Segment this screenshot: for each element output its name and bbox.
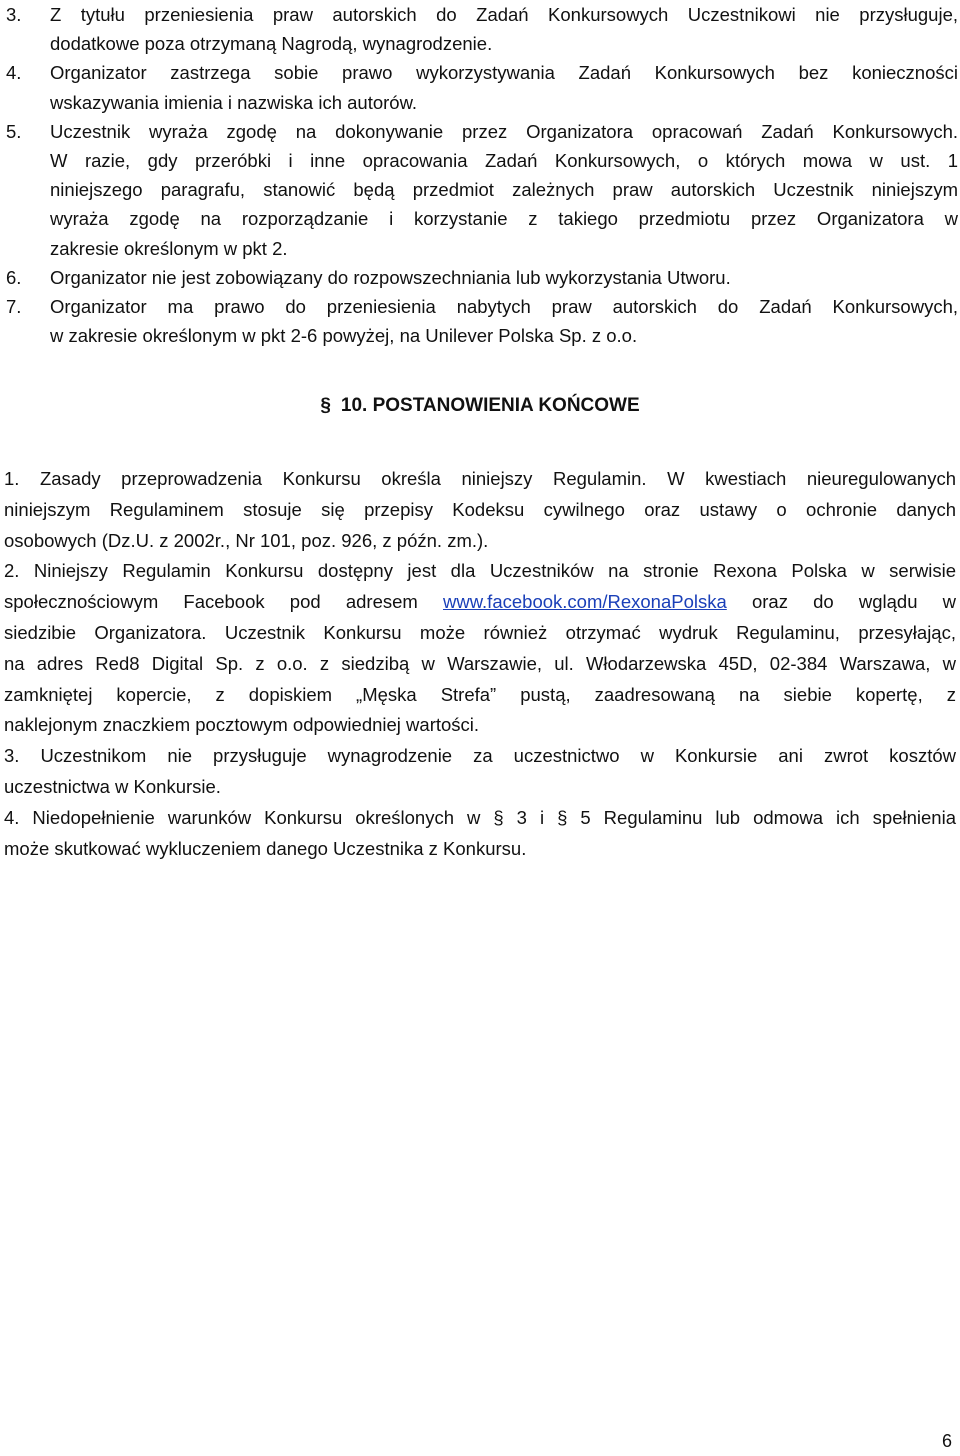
text-line: zamkniętej kopercie, z dopiskiem „Męska Strefa” pustą, zaadresowaną na siebie kopertę, z (4, 683, 956, 705)
text-line: w zakresie określonym w pkt 2-6 powyżej, na Unilever Polska Sp. z o.o. (50, 325, 638, 347)
text-line: może skutkować wykluczeniem danego Uczestnika z Konkursu. (4, 837, 527, 859)
list-item-text (50, 292, 958, 350)
numbered-list (6, 0, 958, 350)
list-item-text (50, 0, 958, 58)
text-line: 2. Niniejszy Regulamin Konkursu dostępny jest dla Uczestników na stronie Rexona Polska w serwisie (4, 560, 956, 582)
text-fragment: oraz do wglądu w (751, 591, 957, 613)
text-line: na adres Red8 Digital Sp. z o.o. z siedzibą w Warszawie, ul. Włodarzewska 45D, 02-384 Warszawa, w (4, 652, 956, 674)
list-item-number: 3. (6, 4, 22, 25)
text-line: 1. Zasady przeprowadzenia Konkursu określa niniejszy Regulamin. W kwestiach nieuregulowanych (4, 468, 956, 489)
paragraph (4, 741, 956, 803)
text-line: Organizator nie jest zobowiązany do rozpowszechniania lub wykorzystania Utworu. (50, 266, 731, 288)
list-item (6, 117, 958, 263)
facebook-link[interactable]: www.facebook.com/RexonaPolska (442, 591, 727, 613)
text-line: Organizator ma prawo do przeniesienia nabytych praw autorskich do Zadań Konkursowych, (50, 296, 958, 318)
text-line: naklejonym znaczkiem pocztowym odpowiedniej wartości. (4, 714, 480, 736)
section-heading (0, 392, 960, 420)
list-item-text (50, 58, 958, 116)
text-line: niniejszym Regulaminem stosuje się przepisy Kodeksu cywilnego oraz ustawy o ochronie danych (4, 498, 956, 520)
text-line: dodatkowe poza otrzymaną Nagrodą, wynagrodzenie. (50, 33, 493, 55)
list-item (6, 263, 958, 292)
list-item-number: 6. (6, 266, 22, 288)
text-line: wyraża zgodę na rozporządzanie i korzystanie z takiego przedmiotu przez Organizatora w (50, 208, 958, 230)
final-provisions (4, 464, 956, 864)
paragraph (4, 464, 956, 556)
list-item (6, 292, 958, 350)
list-item-number: 7. (6, 296, 22, 318)
section-title: 10. POSTANOWIENIA KOŃCOWE (340, 395, 640, 416)
text-line: wskazywania imienia i nazwiska ich autorów. (50, 91, 418, 113)
list-item-text (50, 117, 958, 263)
section-sign: § (320, 395, 331, 416)
paragraph (4, 556, 956, 741)
text-line: siedzibie Organizatora. Uczestnik Konkursu może również otrzymać wydruk Regulaminu, przesyłając, (4, 621, 956, 643)
text-line: Organizator zastrzega sobie prawo wykorzystywania Zadań Konkursowych bez konieczności (50, 62, 958, 84)
list-item (6, 58, 958, 116)
list-item-number: 4. (6, 62, 22, 84)
page-number: 6 (941, 1431, 952, 1451)
list-item (6, 0, 958, 58)
list-item-number: 5. (6, 120, 22, 142)
text-line: osobowych (Dz.U. z 2002r., Nr 101, poz. 926, z późn. zm.). (4, 529, 489, 551)
text-line-with-link (4, 587, 956, 618)
text-line: Z tytułu przeniesienia praw autorskich do Zadań Konkursowych Uczestnikowi nie przysługuje, (50, 4, 958, 25)
text-line: W razie, gdy przeróbki i inne opracowania Zadań Konkursowych, o których mowa w ust. 1 (50, 150, 958, 172)
text-line: Uczestnik wyraża zgodę na dokonywanie przez Organizatora opracowań Zadań Konkursowych. (50, 120, 958, 142)
paragraph (4, 803, 956, 865)
list-item-text (50, 263, 958, 292)
text-fragment: społecznościowym Facebook pod adresem (4, 591, 418, 613)
text-line: uczestnictwa w Konkursie. (4, 775, 221, 797)
text-line: 3. Uczestnikom nie przysługuje wynagrodzenie za uczestnictwo w Konkursie ani zwrot kosztów (4, 745, 956, 767)
text-line: niniejszego paragrafu, stanowić będą przedmiot zależnych praw autorskich Uczestnik niniejszym (50, 179, 958, 201)
text-line: zakresie określonym w pkt 2. (50, 237, 288, 259)
text-line: 4. Niedopełnienie warunków Konkursu określonych w § 3 i § 5 Regulaminu lub odmowa ich spełnienia (4, 806, 956, 828)
